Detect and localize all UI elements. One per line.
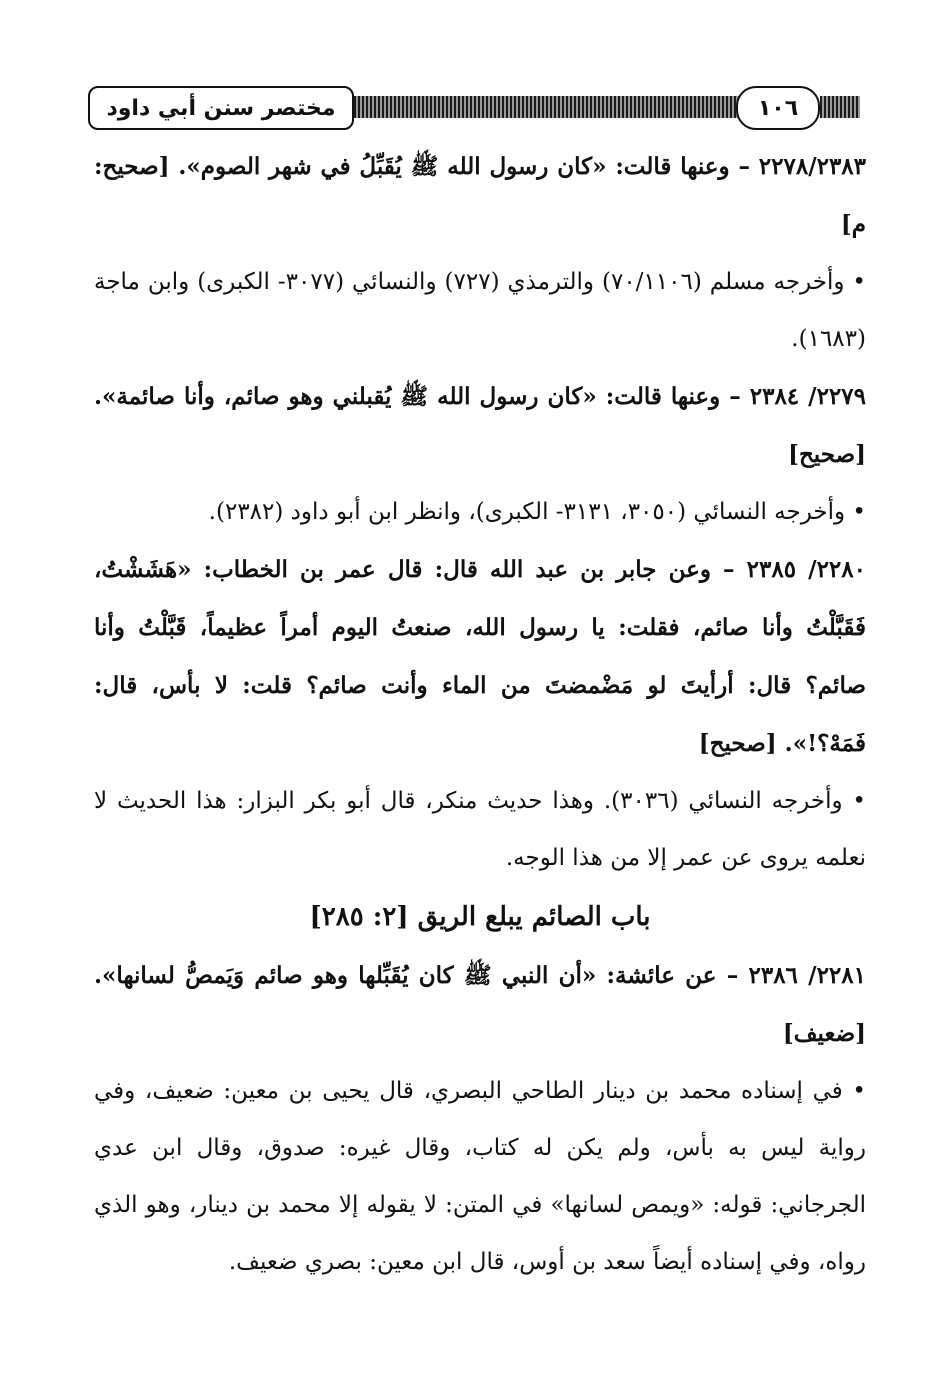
hadith-number: ٢٢٧٨/٢٣٨٣ – وعنها قالت: [606,153,867,180]
page-number: ١٠٦ [736,86,820,130]
hadith-text: «أن النبي ﷺ كان يُقَبِّلها وهو صائم وَيَمصُّ لسانها». [ضعيف] [94,962,866,1047]
hadith-number: ٢٢٨١/ ٢٣٨٦ – عن عائشة: [596,962,866,989]
hadith-text: «كان رسول الله ﷺ يُقَبِّلُ في شهر الصوم». [صحيح: م] [94,153,866,238]
hadith-2383 [94,138,866,254]
hadith-number: ٢٢٨٠/ ٢٣٨٥ – وعن جابر بن عبد الله قال: قال عمر بن الخطاب: [191,556,866,583]
hadith-text: «كان رسول الله ﷺ يُقبلني وهو صائم، وأنا صائمة». [صحيح] [94,383,866,468]
takhrij-note: • وأخرجه النسائي (٣٠٣٦). وهذا حديث منكر، قال أبو بكر البزار: هذا الحديث لا نعلمه يروى عن عمر إلا من هذا الوجه. [94,788,866,871]
book-title: مختصر سنن أبي داود [88,86,354,130]
hadith-number: ٢٢٧٩/ ٢٣٨٤ – وعنها قالت: [596,383,866,410]
header-rule-end [820,96,860,118]
page-header [88,86,860,132]
page-body [94,138,866,1291]
hadith-2384 [94,368,866,484]
hadith-text: «هَشَشْتُ، فَقَبَّلْتُ وأنا صائم، فقلت: يا رسول الله، صنعتُ اليوم أمراً عظيماً، قَبَّلْتُ وأنا صائم؟ قال: أرأيتَ لو مَضْمضتَ من الماء وأنت صائم؟ قلت: لا بأس، قال: فَمَهْ؟!». [صحيح] [94,556,866,757]
hadith-2385 [94,541,866,773]
takhrij-note: • وأخرجه مسلم (٧٠/١١٠٦) والترمذي (٧٢٧) والنسائي (٣٠٧٧- الكبرى) وابن ماجة (١٦٨٣). [94,269,866,352]
takhrij-note: • وأخرجه النسائي (٣٠٥٠، ٣١٣١- الكبرى)، وانظر ابن أبو داود (٢٣٨٢). [208,499,866,525]
chapter-heading: باب الصائم يبلع الريق [٢: ٢٨٥] [309,902,651,932]
header-rule [338,96,780,118]
takhrij-note: • في إسناده محمد بن دينار الطاحي البصري، قال يحيى بن معين: ضعيف، وفي رواية ليس به بأس، ولم يكن له كتاب، وقال غيره: صدوق، وقال ابن عدي الجرجاني: قوله: «ويمص لسانها» في المتن: لا يقوله إلا محمد بن دينار، وهو الذي رواه، وفي إسناده أيضاً سعد بن أوس، قال ابن معين: بصري ضعيف. [94,1078,866,1275]
hadith-2386 [94,947,866,1063]
